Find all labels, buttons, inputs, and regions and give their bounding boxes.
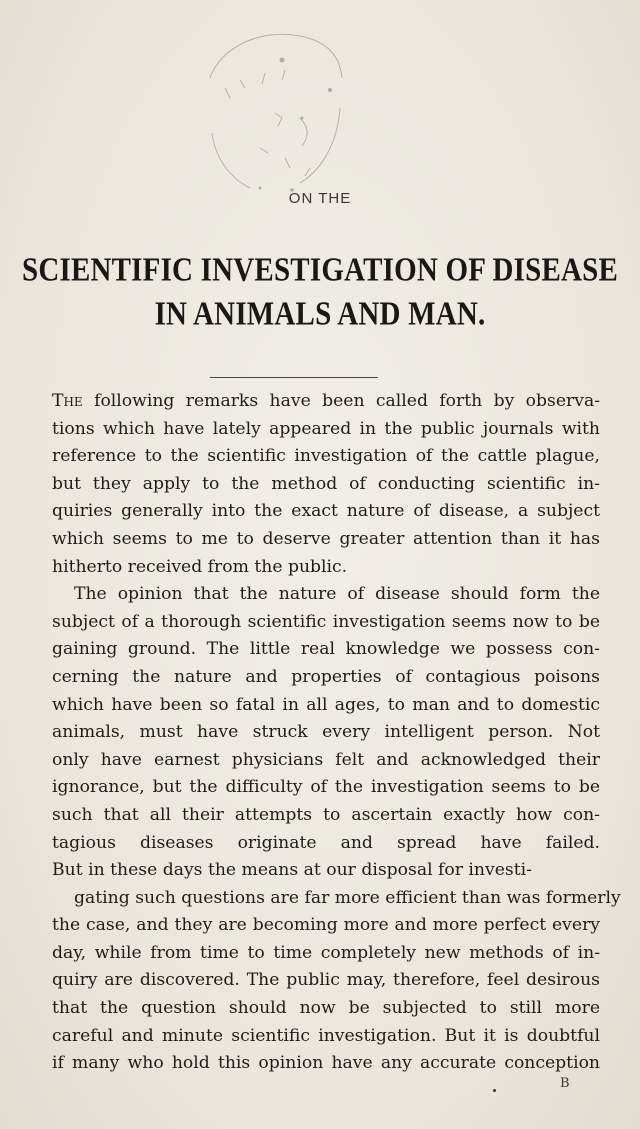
- text-line: But in these days the means at our disposal for investi-: [52, 860, 532, 881]
- text-line: tions which have lately appeared in the public journals with: [52, 418, 600, 439]
- text-line: careful and minute scientific investigation. But it is doubtful: [52, 1025, 600, 1046]
- text-line: ignorance, but the difficulty of the investigation seems to be: [52, 777, 600, 798]
- title-divider: [210, 377, 378, 378]
- text-line: cerning the nature and properties of contagious poisons: [52, 666, 600, 687]
- text-line: the case, and they are becoming more and more perfect every: [52, 915, 600, 936]
- text-line: The opinion that the nature of disease should form the: [74, 584, 600, 605]
- title-line-2: IN ANIMALS AND MAN.: [154, 295, 486, 333]
- text-line: quiry are discovered. The public may, therefore, feel desirous: [52, 970, 600, 991]
- text-line: gating such questions are far more efficient than was formerly: [74, 887, 621, 908]
- text-line: such that all their attempts to ascertain exactly how con-: [52, 804, 600, 825]
- text-line: only have earnest physicians felt and acknowledged their: [52, 749, 600, 770]
- text-line: day, while from time to time completely new methods of in-: [52, 942, 600, 963]
- signature-mark: B: [560, 1076, 570, 1091]
- text-line: subject of a thorough scientific investigation seems now to be: [52, 611, 600, 632]
- text-line: hitherto received from the public.: [52, 556, 348, 577]
- body-text: [52, 388, 621, 1105]
- title-line-1: SCIENTIFIC INVESTIGATION OF DISEASE: [21, 251, 619, 289]
- text-line: which seems to me to deserve greater attention than it has: [52, 528, 600, 549]
- text-line: animals, must have struck every intelligent person. Not: [52, 722, 600, 743]
- text-line: quiries generally into the exact nature of disease, a subject: [52, 501, 600, 522]
- ink-dot: [493, 1089, 496, 1092]
- text-line: reference to the scientific investigation of the cattle plague,: [52, 446, 600, 467]
- pre-title: ON THE: [288, 190, 352, 207]
- opening-word: The: [52, 391, 83, 411]
- text-line: if many who hold this opinion have any accurate conception: [52, 1053, 600, 1074]
- text-line: gaining ground. The little real knowledge we possess con-: [52, 639, 600, 660]
- text-line: but they apply to the method of conducting scientific in-: [52, 473, 600, 494]
- text-line: which have been so fatal in all ages, to man and to domestic: [52, 694, 600, 715]
- library-stamp-mark: [190, 18, 360, 208]
- text-line: tagious diseases originate and spread have failed.: [52, 832, 600, 853]
- text-line: The following remarks have been called forth by observa-: [52, 391, 600, 411]
- text-line: [52, 1078, 600, 1106]
- text-line: that the question should now be subjected to still more: [52, 998, 600, 1019]
